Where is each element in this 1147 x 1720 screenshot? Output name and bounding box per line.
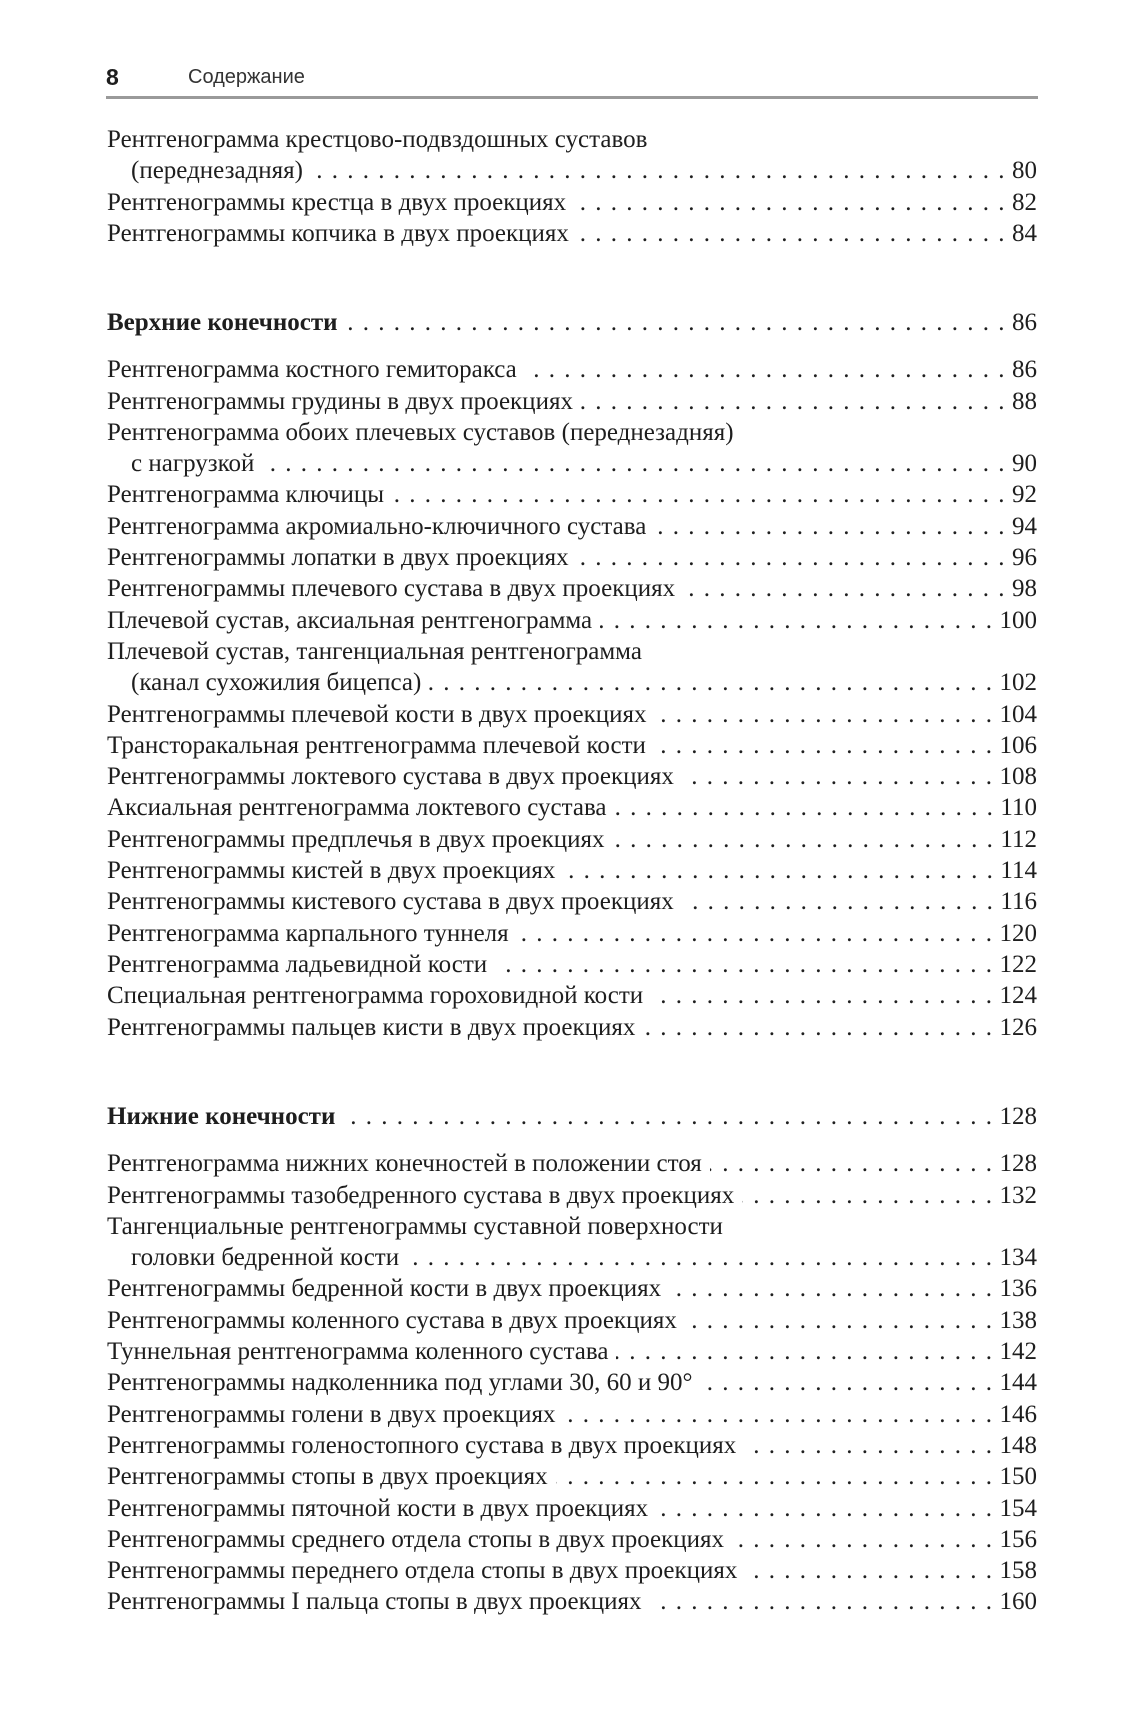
toc-entry[interactable] [107,949,1037,980]
toc-entry[interactable] [107,699,1037,730]
toc-entry[interactable] [107,1586,1037,1617]
toc-entry[interactable] [107,730,1037,761]
page-ref: 80 [1012,157,1037,185]
dot-leader [563,855,994,886]
page-ref: 96 [1012,544,1037,572]
toc-entry[interactable] [107,1305,1037,1336]
page-ref: 156 [999,1525,1037,1553]
dot-leader [710,1148,994,1179]
toc-entry[interactable] [107,1148,1037,1179]
page-ref: 134 [999,1244,1037,1272]
toc-entry-continuation[interactable] [107,155,1037,186]
page-ref: 98 [1012,575,1037,603]
dot-leader [650,1586,994,1617]
entry-title: Туннельная рентгенограмма коленного сустава [107,1338,609,1366]
entry-title: Рентгенограммы плечевой кости в двух проекциях [107,700,647,728]
toc-entry[interactable] [107,1180,1037,1211]
running-title: Содержание [188,66,305,88]
dot-leader [654,699,993,730]
entry-title: Рентгенограммы лопатки в двух проекциях [107,544,569,572]
toc-entry-continuation[interactable] [107,667,1037,698]
toc-section [107,1101,1037,1618]
dot-leader [744,1430,993,1461]
dot-leader [682,761,994,792]
toc-entry-continuation[interactable] [107,1242,1037,1273]
page-ref: 132 [999,1181,1037,1209]
page-ref: 114 [1000,857,1037,885]
entry-title: Рентгенограмма нижних конечностей в положении стоя [107,1150,702,1178]
toc-entry[interactable] [107,824,1037,855]
entry-title: Рентгенограмма ладьевидной кости [107,950,488,978]
running-header [106,64,1036,96]
toc-entry[interactable] [107,792,1037,823]
page-ref: 88 [1012,387,1037,415]
toc-entry[interactable] [107,1399,1037,1430]
entry-title: (канал сухожилия бицепса) [131,669,422,697]
page-ref: 138 [999,1306,1037,1334]
dot-leader [262,448,1006,479]
entry-title: Нижние конечности [107,1103,336,1130]
toc-entry[interactable] [107,918,1037,949]
page-ref: 120 [999,919,1037,947]
toc-entry[interactable] [107,417,1037,448]
toc-entry[interactable] [107,218,1037,249]
entry-title: Верхние конечности [107,309,338,336]
dot-leader [495,949,993,980]
entry-title: Рентгенограмма карпального туннеля [107,919,509,947]
entry-title: Рентгенограммы стопы в двух проекциях [107,1463,548,1491]
toc-entry[interactable] [107,1430,1037,1461]
entry-title: с нагрузкой [131,450,255,478]
dot-leader [683,573,1006,604]
dot-leader [311,155,1006,186]
entry-title: Рентгенограммы плечевого сустава в двух проекциях [107,575,676,603]
toc-section [107,124,1037,249]
entry-title: Рентгенограммы локтевого сустава в двух проекциях [107,763,674,791]
toc-entry[interactable] [107,1367,1037,1398]
entry-title: Рентгенограммы кистей в двух проекциях [107,857,556,885]
entry-title: Рентгенограмма обоих плечевых суставов (переднезадняя) [107,418,734,446]
dot-leader [654,730,994,761]
toc-entry[interactable] [107,855,1037,886]
entry-title: Тангенциальные рентгенограммы суставной поверхности [107,1212,723,1240]
page-ref: 100 [999,606,1037,634]
entry-title: Рентгенограмма крестцово-подвздошных суставов [107,126,648,153]
page-ref: 86 [1012,309,1037,336]
entry-title: Рентгенограммы кистевого сустава в двух проекциях [107,888,674,916]
dot-leader [429,667,993,698]
toc-entry[interactable] [107,980,1037,1011]
dot-leader [517,918,994,949]
page-ref: 104 [999,700,1037,728]
toc-entry-continuation[interactable] [107,448,1037,479]
dot-leader [343,1101,993,1132]
entry-title: Рентгенограммы предплечья в двух проекциях [107,825,605,853]
entry-title: Аксиальная рентгенограмма локтевого сустава [107,794,607,822]
entry-title: Рентгенограммы голеностопного сустава в двух проекциях [107,1431,737,1459]
entry-title: Рентгенограммы грудины в двух проекциях [107,387,573,415]
entry-title: Рентгенограмма ключицы [107,481,385,509]
page-ref: 126 [999,1013,1037,1041]
dot-leader [346,307,1006,338]
entry-title: головки бедренной кости [131,1244,400,1272]
page-ref: 160 [999,1588,1037,1616]
toc-entry[interactable] [107,386,1037,417]
entry-title: Рентгенограмма костного гемиторакса [107,356,517,384]
entry-title: Рентгенограммы пальцев кисти в двух проекциях [107,1013,636,1041]
entry-title: Плечевой сустав, аксиальная рентгенограмма [107,606,593,634]
page-ref: 150 [999,1463,1037,1491]
entry-title: Рентгенограммы среднего отдела стопы в двух проекциях [107,1525,725,1553]
toc-entry[interactable] [107,1461,1037,1492]
entry-title: Рентгенограммы коленного сустава в двух проекциях [107,1306,677,1334]
page-ref: 106 [999,731,1037,759]
section-heading[interactable] [107,1101,1037,1132]
page-ref: 148 [999,1431,1037,1459]
dot-leader [656,1493,993,1524]
toc-entry[interactable] [107,761,1037,792]
toc-entry[interactable] [107,573,1037,604]
toc-entry[interactable] [107,1555,1037,1586]
page-ref: 146 [999,1400,1037,1428]
page-ref: 108 [999,763,1037,791]
toc-entry[interactable] [107,1211,1037,1242]
page-ref: 158 [999,1557,1037,1585]
dot-leader [613,824,995,855]
dot-leader [685,1305,994,1336]
page-ref: 110 [1000,794,1037,822]
page-ref: 94 [1012,512,1037,540]
entry-title: Рентгенограммы копчика в двух проекциях [107,219,569,247]
entry-title: Рентгенограммы I пальца стопы в двух проекциях [107,1588,642,1616]
toc-entry[interactable] [107,1524,1037,1555]
toc-entry[interactable] [107,1012,1037,1043]
dot-leader [577,218,1006,249]
page-ref: 144 [999,1369,1037,1397]
toc-entry[interactable] [107,124,1037,155]
page-ref: 86 [1012,356,1037,384]
toc-entry[interactable] [107,1336,1037,1367]
page-ref: 84 [1012,219,1037,247]
page-ref: 136 [999,1275,1037,1303]
entry-title: Рентгенограммы тазобедренного сустава в двух проекциях [107,1181,735,1209]
dot-leader [615,792,995,823]
page-ref: 102 [999,669,1037,697]
page-ref: 142 [999,1338,1037,1366]
page-ref: 82 [1012,188,1037,216]
toc-entry[interactable] [107,1493,1037,1524]
toc-entry[interactable] [107,354,1037,385]
entry-title: Рентгенограмма акромиально-ключичного сустава [107,512,647,540]
toc-section [107,307,1037,1043]
dot-leader [654,511,1006,542]
toc-entry[interactable] [107,511,1037,542]
dot-leader [745,1555,993,1586]
page-ref: 128 [999,1150,1037,1178]
dot-leader [701,1367,994,1398]
dot-leader [556,1461,994,1492]
page-ref: 122 [999,950,1037,978]
page-ref: 154 [999,1494,1037,1522]
dot-leader [407,1242,993,1273]
page-ref: 90 [1012,450,1037,478]
toc-entry[interactable] [107,1273,1037,1304]
page-ref: 124 [999,982,1037,1010]
entry-title: Трансторакальная рентгенограмма плечевой кости [107,731,646,759]
dot-leader [581,386,1006,417]
dot-leader [600,605,993,636]
entry-title: Рентгенограммы бедренной кости в двух проекциях [107,1275,662,1303]
entry-title: Плечевой сустав, тангенциальная рентгенограмма [107,637,642,665]
entry-title: Рентгенограммы пяточной кости в двух проекциях [107,1494,649,1522]
dot-leader [651,980,993,1011]
dot-leader [616,1336,993,1367]
header-rule [106,96,1038,99]
entry-title: Рентгенограммы переднего отдела стопы в двух проекциях [107,1557,738,1585]
page-ref: 128 [999,1103,1037,1130]
page-ref: 112 [1000,825,1037,853]
toc-entry[interactable] [107,542,1037,573]
dot-leader [643,1012,993,1043]
dot-leader [574,187,1006,218]
page-ref: 116 [1000,888,1037,916]
dot-leader [669,1273,993,1304]
page-number: 8 [106,64,119,90]
toc-entry[interactable] [107,636,1037,667]
dot-leader [732,1524,993,1555]
toc-entry[interactable] [107,886,1037,917]
toc-entry[interactable] [107,479,1037,510]
dot-leader [682,886,995,917]
entry-title: (переднезадняя) [131,157,303,185]
entry-title: Рентгенограммы голени в двух проекциях [107,1400,556,1428]
dot-leader [525,354,1006,385]
section-heading[interactable] [107,307,1037,338]
entry-title: Специальная рентгенограмма гороховидной кости [107,982,644,1010]
dot-leader [392,479,1006,510]
dot-leader [577,542,1006,573]
toc-entry[interactable] [107,187,1037,218]
dot-leader [563,1399,993,1430]
page-ref: 92 [1012,481,1037,509]
dot-leader [742,1180,993,1211]
entry-title: Рентгенограммы крестца в двух проекциях [107,188,567,216]
entry-title: Рентгенограммы надколенника под углами 30, 60 и 90° [107,1369,693,1397]
toc-entry[interactable] [107,605,1037,636]
